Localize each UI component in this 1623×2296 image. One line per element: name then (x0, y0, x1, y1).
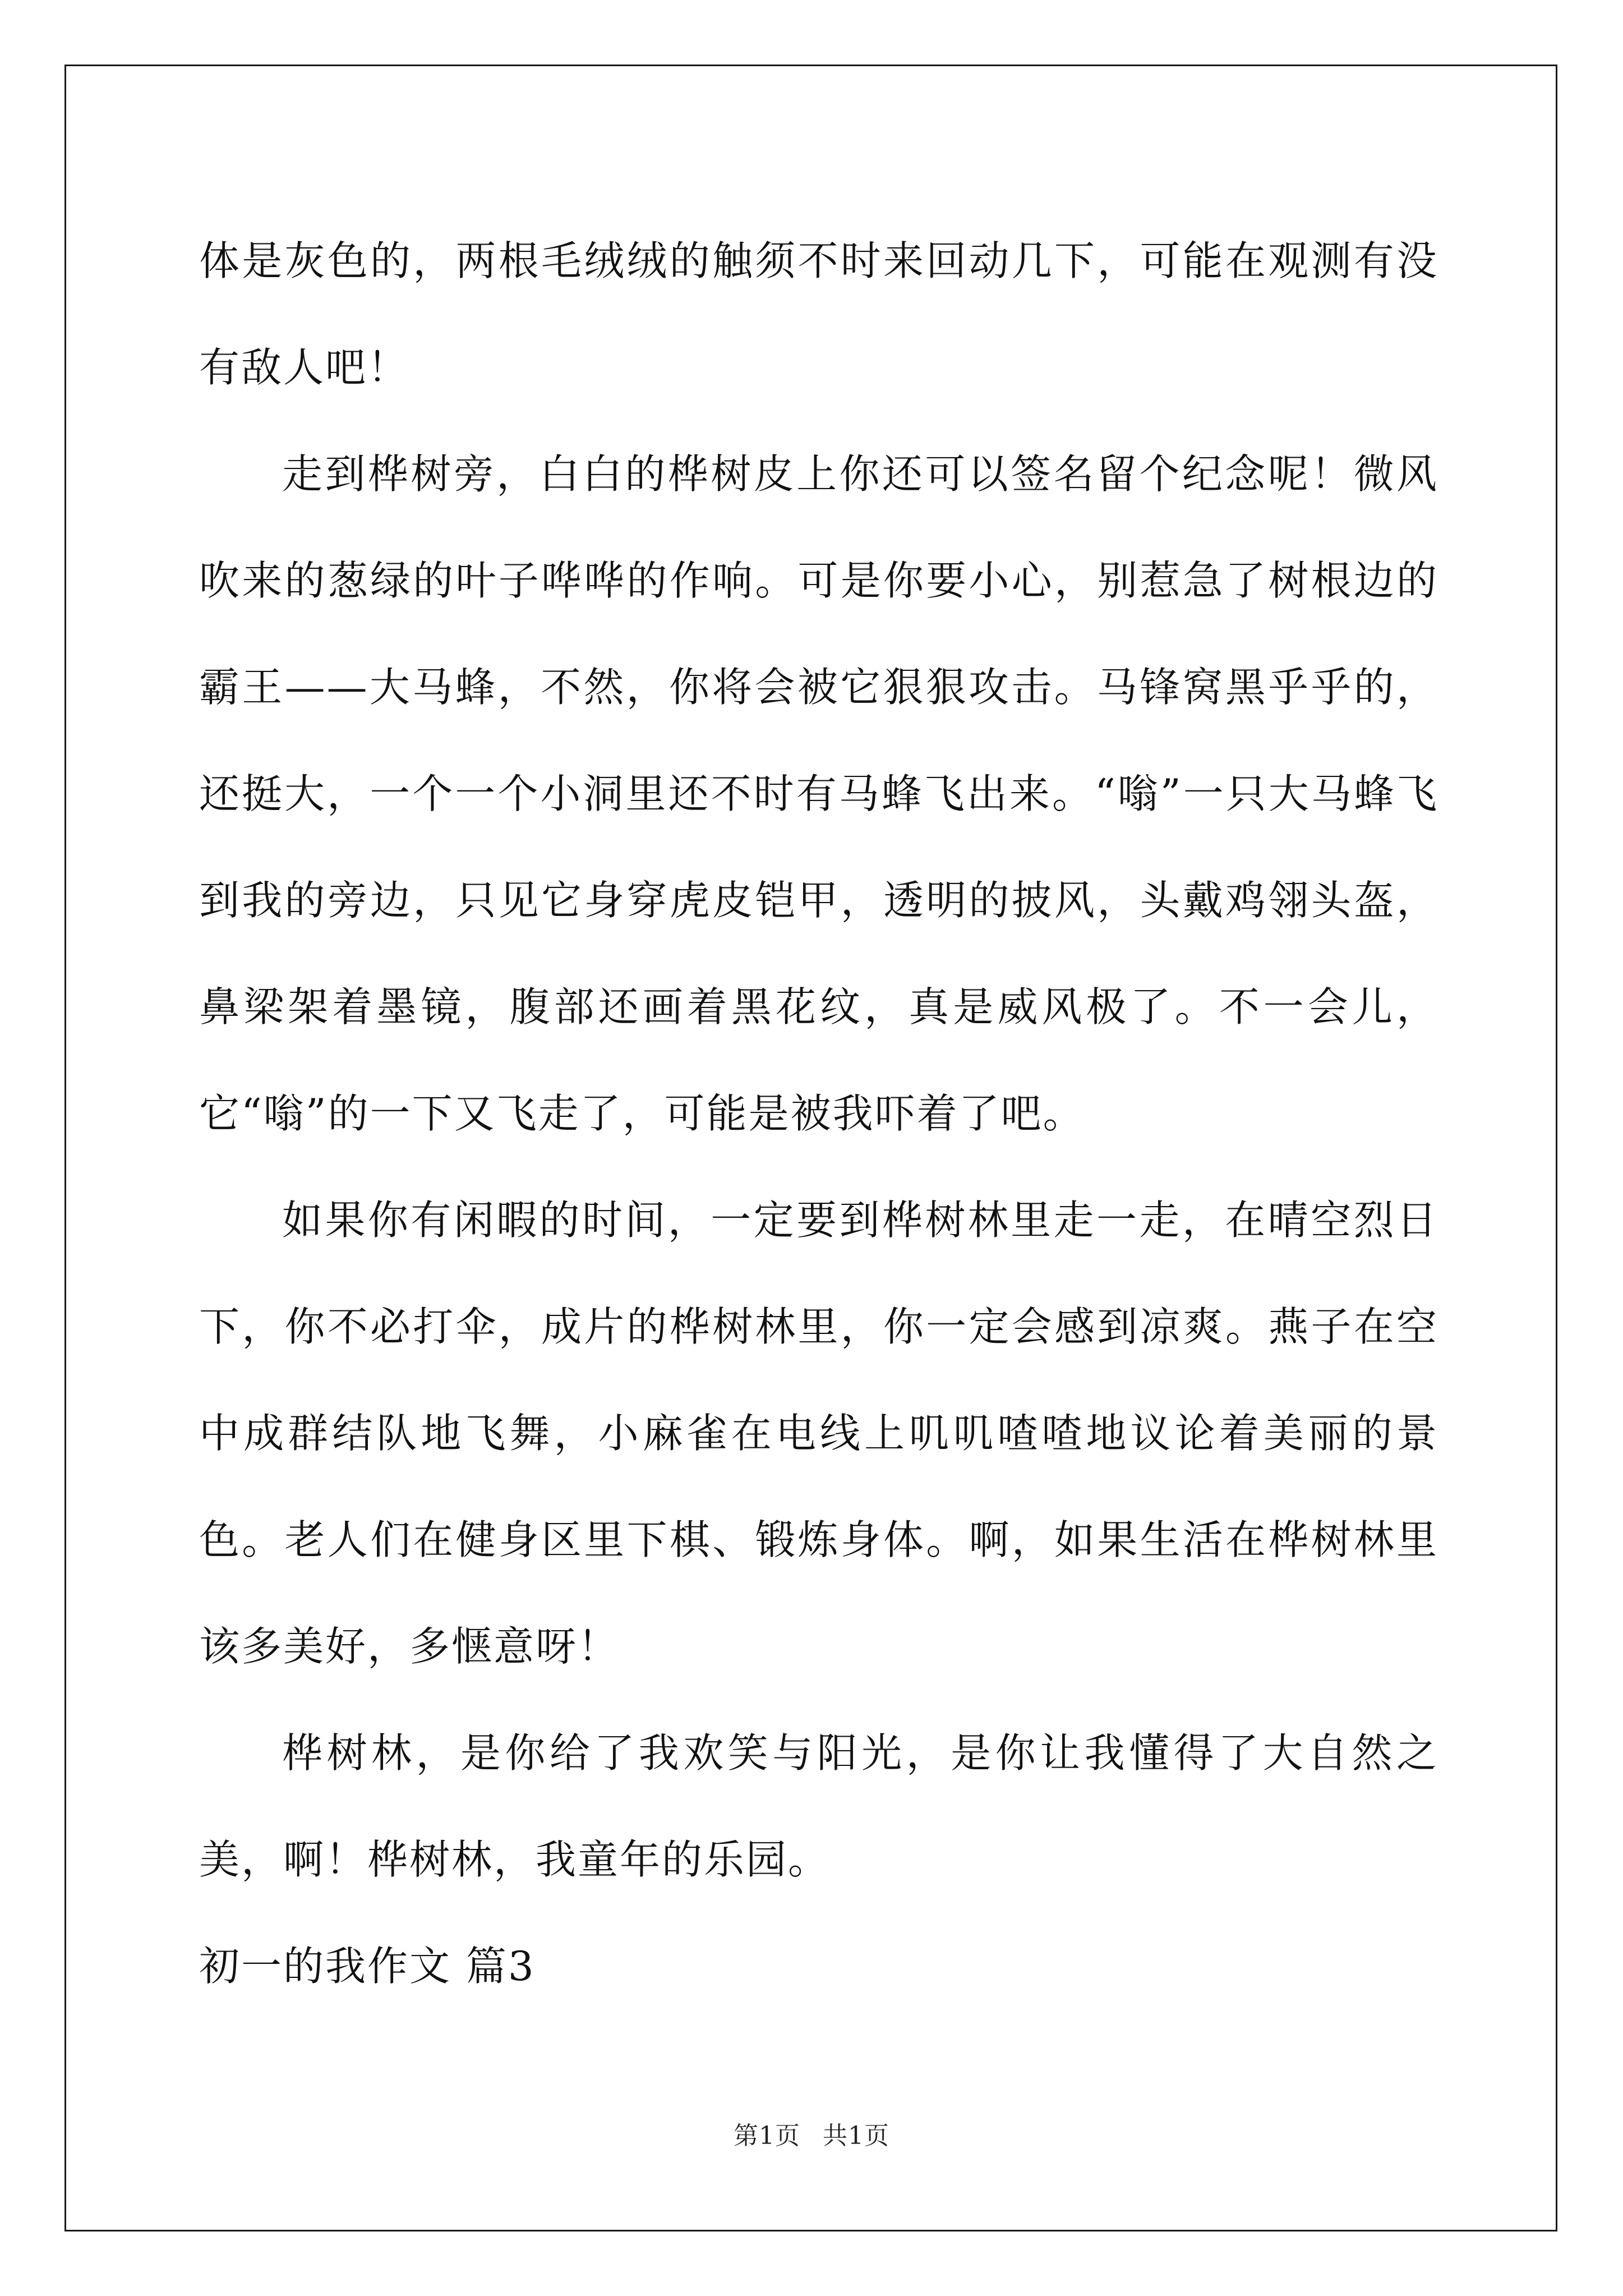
paragraph-4: 桦树林，是你给了我欢笑与阳光，是你让我懂得了大自然之美，啊！桦树林，我童年的乐园。 (199, 1729, 1438, 1883)
document-body (199, 208, 1438, 2019)
page-number-total: 共1页 (823, 2122, 889, 2150)
section-heading: 初一的我作文 篇3 (199, 1943, 536, 1990)
paragraph-2: 走到桦树旁，白白的桦树皮上你还可以签名留个纪念呢！微风吹来的葱绿的叶子哗哗的作响。可是你要小心，别惹急了树根边的霸王——大马蜂，不然，你将会被它狠狠攻击。马锋窝黑乎乎的，还挺大，一个一个小洞里还不时有马蜂飞出来。“嗡”一只大马蜂飞到我的旁边，只见它身穿虎皮铠甲，透明的披风，头戴鸡翎头盔，鼻梁架着墨镜，腹部还画着黑花纹，真是威风极了。不一会儿，它“嗡”的一下又飞走了，可能是被我吓着了吧。 (199, 450, 1438, 1137)
paragraph-3: 如果你有闲暇的时间，一定要到桦树林里走一走，在晴空烈日下，你不必打伞，成片的桦树林里，你一定会感到凉爽。燕子在空中成群结队地飞舞，小麻雀在电线上叽叽喳喳地议论着美丽的景色。老人们在健身区里下棋、锻炼身体。啊，如果生活在桦树林里该多美好，多惬意呀！ (199, 1197, 1438, 1670)
page-number-current: 第1页 (734, 2122, 800, 2150)
page-footer (0, 2119, 1623, 2153)
paragraph-1: 体是灰色的，两根毛绒绒的触须不时来回动几下，可能在观测有没有敌人吧！ (199, 237, 1438, 391)
